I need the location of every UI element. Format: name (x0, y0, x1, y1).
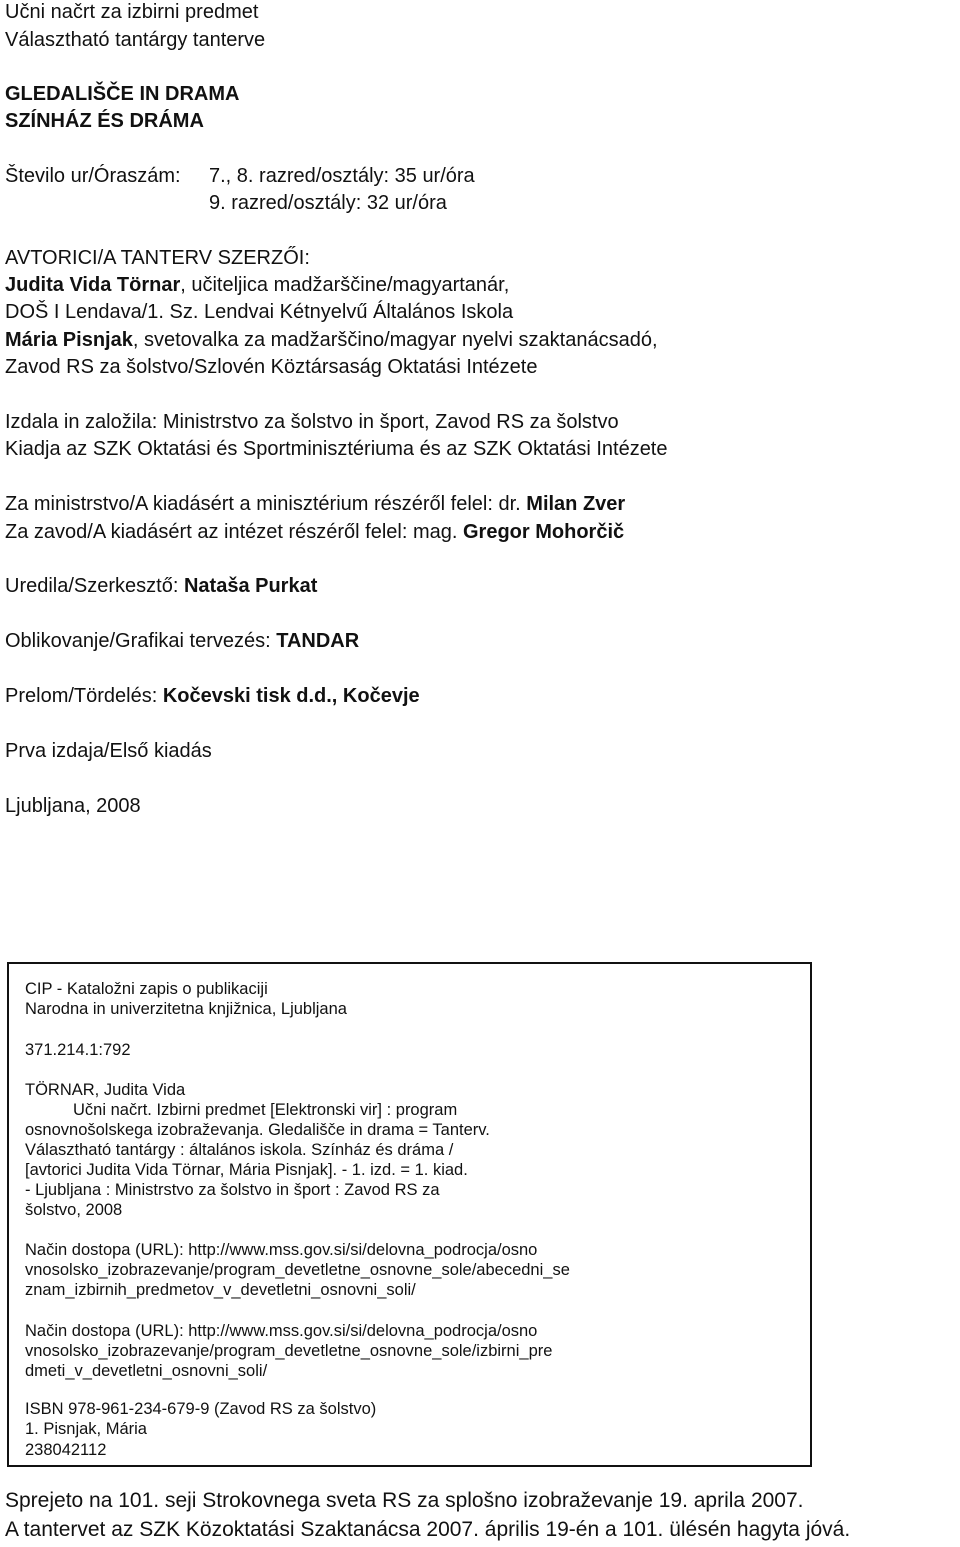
cip-url-line: znam_izbirnih_predmetov_v_devetletni_osnovni_soli/ (25, 1281, 416, 1299)
author-1-role: , učiteljica madžarščine/magyartanár, (180, 274, 510, 296)
author-1-line (5, 272, 509, 298)
design-label: Oblikovanje/Grafikai tervezés: (5, 630, 277, 652)
subject-title-hungarian: SZÍNHÁZ ÉS DRÁMA (5, 110, 204, 132)
cip-line: 1. Pisnjak, Mária (25, 1420, 147, 1438)
editor-label: Uredila/Szerkesztő: (5, 575, 184, 597)
cip-line: osnovnošolskega izobraževanja. Gledališče in drama = Tanterv. (25, 1121, 490, 1139)
ministry-responsible (5, 491, 625, 517)
cip-url-line: dmeti_v_devetletni_osnovni_soli/ (25, 1362, 268, 1380)
institute-responsible (5, 519, 624, 545)
document-title-hungarian: Választható tantárgy tanterve (5, 29, 266, 51)
editor-name: Nataša Purkat (183, 575, 318, 597)
document-title-slovene: Učni načrt za izbirni predmet (5, 1, 259, 23)
publisher-slovene: Izdala in založila: Ministrstvo za šolstvo in šport, Zavod RS za šolstvo (5, 411, 619, 433)
institute-responsible-name: Gregor Mohorčič (463, 521, 625, 543)
cip-line: šolstvo, 2008 (25, 1201, 123, 1219)
institute-responsible-label: Za zavod/A kiadásért az intézet részéről felel: mag. (5, 521, 463, 543)
approval-hungarian: A tantervet az SZK Közoktatási Szaktanácsa 2007. április 19-én a 101. ülésén hagyta jóvá. (5, 1518, 851, 1541)
cip-record-number: 238042112 (25, 1441, 107, 1459)
cip-line: Választható tantárgy : általános iskola. Színház és dráma / (25, 1141, 454, 1159)
publisher-hungarian: Kiadja az SZK Oktatási és Sportminisztériuma és az SZK Oktatási Intézete (5, 438, 668, 460)
cip-url-line: Način dostopa (URL): http://www.mss.gov.si/si/delovna_podrocja/osno (25, 1322, 538, 1340)
editor-credit (5, 573, 317, 599)
author-2-role: , svetovalka za madžarščino/magyar nyelvi szaktanácsadó, (132, 329, 658, 351)
layout-credit (5, 683, 420, 709)
authors-heading: AVTORICI/A TANTERV SZERZŐI: (5, 247, 310, 269)
approval-slovene: Sprejeto na 101. seji Strokovnega sveta RS za splošno izobraževanje 19. aprila 2007. (5, 1489, 804, 1512)
cip-line: CIP - Kataložni zapis o publikaciji (25, 980, 268, 998)
cip-classification: 371.214.1:792 (25, 1041, 131, 1059)
cip-line: [avtorici Judita Vida Törnar, Mária Pisnjak]. - 1. izd. = 1. kiad. (25, 1161, 468, 1179)
place-and-year: Ljubljana, 2008 (5, 795, 141, 817)
design-name: TANDAR (276, 630, 360, 652)
cip-line: Učni načrt. Izbirni predmet [Elektronski vir] : program (73, 1101, 458, 1119)
cip-url-line: vnosolsko_izobrazevanje/program_devetletne_osnovne_sole/abecedni_se (25, 1261, 570, 1279)
cip-line: TÖRNAR, Judita Vida (25, 1081, 186, 1099)
author-1-name: Judita Vida Törnar (5, 274, 181, 296)
cip-url-line: vnosolsko_izobrazevanje/program_devetletne_osnovne_sole/izbirni_pre (25, 1342, 553, 1360)
design-credit (5, 628, 359, 654)
cip-isbn: ISBN 978-961-234-679-9 (Zavod RS za šolstvo) (25, 1400, 377, 1418)
cip-line: Narodna in univerzitetna knjižnica, Ljubljana (25, 1000, 347, 1018)
cip-record-box (7, 962, 812, 1467)
ministry-responsible-name: Milan Zver (526, 493, 626, 515)
layout-label: Prelom/Tördelés: (5, 685, 163, 707)
subject-title-slovene: GLEDALIŠČE IN DRAMA (5, 83, 240, 105)
author-2-name: Mária Pisnjak (5, 329, 133, 351)
cip-url-line: Način dostopa (URL): http://www.mss.gov.si/si/delovna_podrocja/osno (25, 1241, 538, 1259)
cip-line: - Ljubljana : Ministrstvo za šolstvo in šport : Zavod RS za (25, 1181, 440, 1199)
author-2-organization: Zavod RS za šolstvo/Szlovén Köztársaság Oktatási Intézete (5, 356, 538, 378)
author-1-school: DOŠ I Lendava/1. Sz. Lendvai Kétnyelvű Általános Iskola (5, 301, 514, 323)
ministry-responsible-label: Za ministrstvo/A kiadásért a minisztérium részéről felel: dr. (5, 493, 527, 515)
layout-name: Kočevski tisk d.d., Kočevje (162, 685, 420, 707)
hours-grade-7-8: 7., 8. razred/osztály: 35 ur/óra (209, 165, 475, 187)
hours-label: Število ur/Óraszám: (5, 165, 181, 187)
edition-statement: Prva izdaja/Első kiadás (5, 740, 212, 762)
hours-grade-9: 9. razred/osztály: 32 ur/óra (209, 192, 447, 214)
author-2-line (5, 327, 658, 353)
